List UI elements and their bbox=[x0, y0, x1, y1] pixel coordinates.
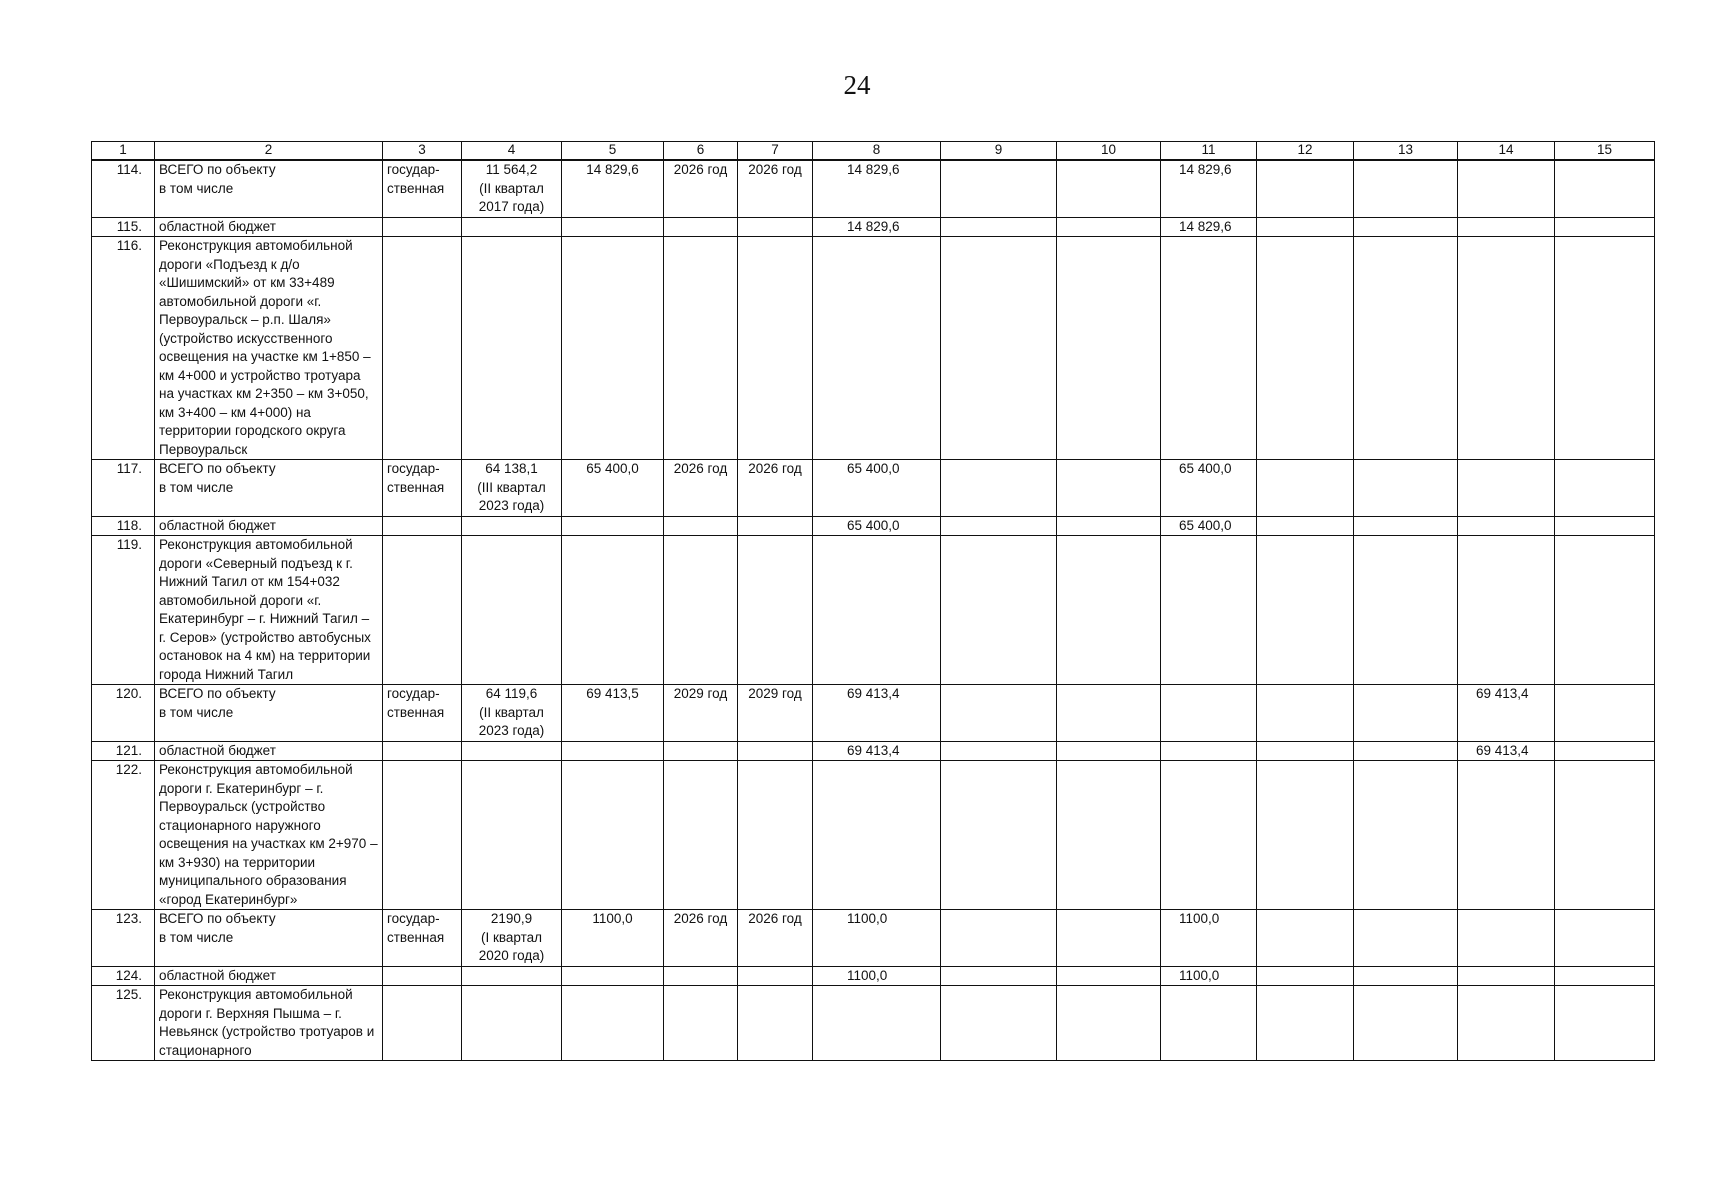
value-cell-c15 bbox=[1555, 516, 1655, 536]
value-cell-c12 bbox=[1257, 536, 1354, 685]
column-number: 1 bbox=[92, 142, 155, 161]
value-cell-c7 bbox=[738, 986, 813, 1061]
value-cell-c13 bbox=[1354, 986, 1458, 1061]
row-number: 121. bbox=[92, 741, 155, 761]
column-number: 5 bbox=[562, 142, 664, 161]
value-cell-c13 bbox=[1354, 217, 1458, 237]
value-cell-c9 bbox=[941, 237, 1057, 460]
value-cell-c3: государ- ственная bbox=[383, 685, 462, 742]
value-cell-c5 bbox=[562, 516, 664, 536]
value-cell-c4 bbox=[462, 761, 562, 910]
value-cell-c5 bbox=[562, 741, 664, 761]
row-number: 117. bbox=[92, 460, 155, 517]
value-cell-c6 bbox=[664, 217, 738, 237]
description-cell: ВСЕГО по объекту в том числе bbox=[155, 685, 383, 742]
value-cell-c5: 65 400,0 bbox=[562, 460, 664, 517]
value-cell-c10 bbox=[1057, 160, 1161, 217]
value-cell-c7 bbox=[738, 761, 813, 910]
value-cell-c15 bbox=[1555, 741, 1655, 761]
value-cell-c3: государ- ственная bbox=[383, 910, 462, 967]
value-cell-c14 bbox=[1458, 986, 1555, 1061]
column-number: 11 bbox=[1161, 142, 1257, 161]
value-cell-c15 bbox=[1555, 685, 1655, 742]
value-cell-c5 bbox=[562, 761, 664, 910]
object-total-row bbox=[92, 685, 1655, 742]
column-number: 15 bbox=[1555, 142, 1655, 161]
value-cell-c3 bbox=[383, 237, 462, 460]
value-cell-c3 bbox=[383, 966, 462, 986]
value-cell-c12 bbox=[1257, 761, 1354, 910]
value-cell-c10 bbox=[1057, 217, 1161, 237]
value-cell-c4 bbox=[462, 217, 562, 237]
value-cell-c13 bbox=[1354, 160, 1458, 217]
value-cell-c7 bbox=[738, 966, 813, 986]
value-cell-c8 bbox=[813, 761, 941, 910]
value-cell-c10 bbox=[1057, 516, 1161, 536]
row-number: 116. bbox=[92, 237, 155, 460]
description-cell: Реконструкция автомобильной дороги «Подъезд к д/о «Шишимский» от км 33+489 автомобильной дороги «г. Первоуральск – р.п. Шаля» (устройство искусственного освещения на участке км 1+850 – км 4+000 и устройство тротуара на участках км 2+350 – км 3+050, км 3+400 – км 4+000) на территории городского округа Первоуральск bbox=[155, 237, 383, 460]
value-cell-c6 bbox=[664, 516, 738, 536]
value-cell-c12 bbox=[1257, 966, 1354, 986]
regional-budget-row bbox=[92, 966, 1655, 986]
value-cell-c10 bbox=[1057, 460, 1161, 517]
value-cell-c7 bbox=[738, 237, 813, 460]
description-cell: Реконструкция автомобильной дороги г. Екатеринбург – г. Первоуральск (устройство стационарного наружного освещения на участках км 2+970 – км 3+930) на территории муниципального образования «город Екатеринбург» bbox=[155, 761, 383, 910]
value-cell-c5 bbox=[562, 966, 664, 986]
value-cell-c11: 14 829,6 bbox=[1161, 160, 1257, 217]
value-cell-c13 bbox=[1354, 966, 1458, 986]
value-cell-c10 bbox=[1057, 237, 1161, 460]
value-cell-c14 bbox=[1458, 217, 1555, 237]
value-cell-c8: 14 829,6 bbox=[813, 160, 941, 217]
value-cell-c11: 65 400,0 bbox=[1161, 460, 1257, 517]
page-number: 24 bbox=[843, 70, 871, 100]
value-cell-c9 bbox=[941, 460, 1057, 517]
value-cell-c12 bbox=[1257, 237, 1354, 460]
value-cell-c8 bbox=[813, 536, 941, 685]
value-cell-c5 bbox=[562, 986, 664, 1061]
value-cell-c13 bbox=[1354, 685, 1458, 742]
value-cell-c3 bbox=[383, 741, 462, 761]
value-cell-c9 bbox=[941, 217, 1057, 237]
value-cell-c11 bbox=[1161, 237, 1257, 460]
value-cell-c8: 69 413,4 bbox=[813, 741, 941, 761]
value-cell-c9 bbox=[941, 741, 1057, 761]
column-number: 9 bbox=[941, 142, 1057, 161]
regional-budget-row bbox=[92, 217, 1655, 237]
value-cell-c11 bbox=[1161, 536, 1257, 685]
value-cell-c8 bbox=[813, 237, 941, 460]
value-cell-c6: 2029 год bbox=[664, 685, 738, 742]
value-cell-c14 bbox=[1458, 516, 1555, 536]
value-cell-c15 bbox=[1555, 536, 1655, 685]
value-cell-c15 bbox=[1555, 761, 1655, 910]
row-number: 124. bbox=[92, 966, 155, 986]
column-number: 2 bbox=[155, 142, 383, 161]
value-cell-c12 bbox=[1257, 910, 1354, 967]
value-cell-c8: 69 413,4 bbox=[813, 685, 941, 742]
value-cell-c8: 1100,0 bbox=[813, 910, 941, 967]
column-number: 8 bbox=[813, 142, 941, 161]
value-cell-c9 bbox=[941, 536, 1057, 685]
value-cell-c11 bbox=[1161, 685, 1257, 742]
row-number: 120. bbox=[92, 685, 155, 742]
value-cell-c6 bbox=[664, 741, 738, 761]
description-cell: областной бюджет bbox=[155, 217, 383, 237]
value-cell-c13 bbox=[1354, 741, 1458, 761]
value-cell-c15 bbox=[1555, 217, 1655, 237]
value-cell-c15 bbox=[1555, 986, 1655, 1061]
value-cell-c5: 14 829,6 bbox=[562, 160, 664, 217]
value-cell-c15 bbox=[1555, 910, 1655, 967]
value-cell-c12 bbox=[1257, 460, 1354, 517]
value-cell-c12 bbox=[1257, 741, 1354, 761]
value-cell-c3 bbox=[383, 536, 462, 685]
column-number: 3 bbox=[383, 142, 462, 161]
value-cell-c3 bbox=[383, 217, 462, 237]
object-name-row bbox=[92, 986, 1655, 1061]
value-cell-c13 bbox=[1354, 761, 1458, 910]
value-cell-c13 bbox=[1354, 460, 1458, 517]
value-cell-c15 bbox=[1555, 460, 1655, 517]
value-cell-c7 bbox=[738, 516, 813, 536]
value-cell-c5: 69 413,5 bbox=[562, 685, 664, 742]
object-total-row bbox=[92, 160, 1655, 217]
value-cell-c9 bbox=[941, 910, 1057, 967]
row-number: 119. bbox=[92, 536, 155, 685]
column-number: 7 bbox=[738, 142, 813, 161]
column-number: 14 bbox=[1458, 142, 1555, 161]
value-cell-c9 bbox=[941, 966, 1057, 986]
value-cell-c12 bbox=[1257, 685, 1354, 742]
value-cell-c9 bbox=[941, 516, 1057, 536]
value-cell-c4: 2190,9 (I квартал 2020 года) bbox=[462, 910, 562, 967]
value-cell-c3 bbox=[383, 516, 462, 536]
value-cell-c7: 2029 год bbox=[738, 685, 813, 742]
row-number: 115. bbox=[92, 217, 155, 237]
value-cell-c14: 69 413,4 bbox=[1458, 685, 1555, 742]
value-cell-c8: 65 400,0 bbox=[813, 460, 941, 517]
value-cell-c4: 11 564,2 (II квартал 2017 года) bbox=[462, 160, 562, 217]
value-cell-c7 bbox=[738, 741, 813, 761]
row-number: 125. bbox=[92, 986, 155, 1061]
value-cell-c11 bbox=[1161, 761, 1257, 910]
value-cell-c10 bbox=[1057, 761, 1161, 910]
description-cell: областной бюджет bbox=[155, 966, 383, 986]
value-cell-c5 bbox=[562, 217, 664, 237]
value-cell-c4 bbox=[462, 516, 562, 536]
value-cell-c4 bbox=[462, 986, 562, 1061]
value-cell-c11: 65 400,0 bbox=[1161, 516, 1257, 536]
value-cell-c7: 2026 год bbox=[738, 460, 813, 517]
object-name-row bbox=[92, 536, 1655, 685]
value-cell-c7: 2026 год bbox=[738, 910, 813, 967]
value-cell-c6 bbox=[664, 761, 738, 910]
value-cell-c11 bbox=[1161, 986, 1257, 1061]
row-number: 123. bbox=[92, 910, 155, 967]
value-cell-c14 bbox=[1458, 237, 1555, 460]
investment-table bbox=[91, 141, 1655, 1061]
value-cell-c4 bbox=[462, 741, 562, 761]
column-number: 10 bbox=[1057, 142, 1161, 161]
description-cell: ВСЕГО по объекту в том числе bbox=[155, 160, 383, 217]
value-cell-c10 bbox=[1057, 741, 1161, 761]
value-cell-c6 bbox=[664, 237, 738, 460]
description-cell: областной бюджет bbox=[155, 741, 383, 761]
value-cell-c4: 64 119,6 (II квартал 2023 года) bbox=[462, 685, 562, 742]
value-cell-c5 bbox=[562, 237, 664, 460]
description-cell: Реконструкция автомобильной дороги «Северный подъезд к г. Нижний Тагил от км 154+032 автомобильной дороги «г. Екатеринбург – г. Нижний Тагил – г. Серов» (устройство автобусных остановок на 4 км) на территории города Нижний Тагил bbox=[155, 536, 383, 685]
description-cell: ВСЕГО по объекту в том числе bbox=[155, 910, 383, 967]
value-cell-c6 bbox=[664, 536, 738, 685]
value-cell-c3 bbox=[383, 986, 462, 1061]
value-cell-c8: 65 400,0 bbox=[813, 516, 941, 536]
object-name-row bbox=[92, 237, 1655, 460]
value-cell-c7: 2026 год bbox=[738, 160, 813, 217]
column-number: 12 bbox=[1257, 142, 1354, 161]
value-cell-c14 bbox=[1458, 160, 1555, 217]
value-cell-c14: 69 413,4 bbox=[1458, 741, 1555, 761]
value-cell-c9 bbox=[941, 761, 1057, 910]
value-cell-c11 bbox=[1161, 741, 1257, 761]
value-cell-c9 bbox=[941, 685, 1057, 742]
value-cell-c7 bbox=[738, 217, 813, 237]
value-cell-c8: 14 829,6 bbox=[813, 217, 941, 237]
column-number: 4 bbox=[462, 142, 562, 161]
value-cell-c3: государ- ственная bbox=[383, 160, 462, 217]
value-cell-c15 bbox=[1555, 160, 1655, 217]
value-cell-c10 bbox=[1057, 986, 1161, 1061]
column-number-header-row bbox=[92, 142, 1655, 161]
object-name-row bbox=[92, 761, 1655, 910]
value-cell-c8: 1100,0 bbox=[813, 966, 941, 986]
value-cell-c10 bbox=[1057, 910, 1161, 967]
value-cell-c5: 1100,0 bbox=[562, 910, 664, 967]
row-number: 118. bbox=[92, 516, 155, 536]
value-cell-c6: 2026 год bbox=[664, 910, 738, 967]
value-cell-c14 bbox=[1458, 536, 1555, 685]
value-cell-c15 bbox=[1555, 966, 1655, 986]
value-cell-c11: 1100,0 bbox=[1161, 966, 1257, 986]
value-cell-c6 bbox=[664, 966, 738, 986]
description-cell: Реконструкция автомобильной дороги г. Верхняя Пышма – г. Невьянск (устройство тротуаров и стационарного bbox=[155, 986, 383, 1061]
value-cell-c10 bbox=[1057, 685, 1161, 742]
value-cell-c4 bbox=[462, 536, 562, 685]
value-cell-c9 bbox=[941, 986, 1057, 1061]
regional-budget-row bbox=[92, 741, 1655, 761]
object-total-row bbox=[92, 460, 1655, 517]
value-cell-c14 bbox=[1458, 910, 1555, 967]
value-cell-c7 bbox=[738, 536, 813, 685]
column-number: 6 bbox=[664, 142, 738, 161]
description-cell: областной бюджет bbox=[155, 516, 383, 536]
value-cell-c11: 14 829,6 bbox=[1161, 217, 1257, 237]
row-number: 122. bbox=[92, 761, 155, 910]
value-cell-c4 bbox=[462, 966, 562, 986]
column-number: 13 bbox=[1354, 142, 1458, 161]
value-cell-c4: 64 138,1 (III квартал 2023 года) bbox=[462, 460, 562, 517]
value-cell-c6: 2026 год bbox=[664, 460, 738, 517]
row-number: 114. bbox=[92, 160, 155, 217]
value-cell-c9 bbox=[941, 160, 1057, 217]
value-cell-c10 bbox=[1057, 536, 1161, 685]
regional-budget-row bbox=[92, 516, 1655, 536]
value-cell-c5 bbox=[562, 536, 664, 685]
value-cell-c12 bbox=[1257, 516, 1354, 536]
value-cell-c6: 2026 год bbox=[664, 160, 738, 217]
value-cell-c12 bbox=[1257, 986, 1354, 1061]
value-cell-c14 bbox=[1458, 966, 1555, 986]
value-cell-c14 bbox=[1458, 460, 1555, 517]
value-cell-c6 bbox=[664, 986, 738, 1061]
value-cell-c8 bbox=[813, 986, 941, 1061]
value-cell-c3 bbox=[383, 761, 462, 910]
value-cell-c12 bbox=[1257, 160, 1354, 217]
value-cell-c13 bbox=[1354, 516, 1458, 536]
value-cell-c13 bbox=[1354, 237, 1458, 460]
value-cell-c13 bbox=[1354, 536, 1458, 685]
value-cell-c14 bbox=[1458, 761, 1555, 910]
object-total-row bbox=[92, 910, 1655, 967]
value-cell-c13 bbox=[1354, 910, 1458, 967]
value-cell-c10 bbox=[1057, 966, 1161, 986]
value-cell-c4 bbox=[462, 237, 562, 460]
value-cell-c11: 1100,0 bbox=[1161, 910, 1257, 967]
description-cell: ВСЕГО по объекту в том числе bbox=[155, 460, 383, 517]
value-cell-c3: государ- ственная bbox=[383, 460, 462, 517]
value-cell-c12 bbox=[1257, 217, 1354, 237]
value-cell-c15 bbox=[1555, 237, 1655, 460]
